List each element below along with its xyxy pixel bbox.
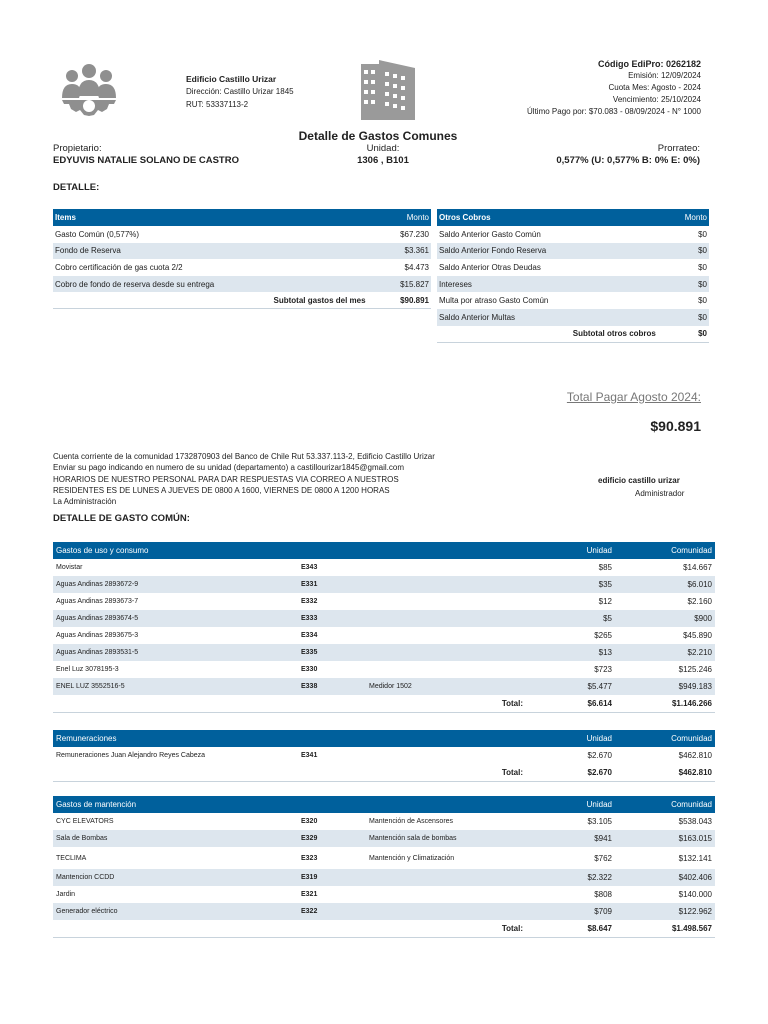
unit-value: 1306 , B101 [357,155,409,166]
building-address: Dirección: Castillo Urizar 1845 [186,87,294,96]
items-subtotal-value: $90.891 [368,292,431,309]
table-row [53,678,715,695]
table-row [53,661,715,678]
otros-subtotal-value: $0 [658,326,709,343]
expense-name: TECLIMA [56,854,87,862]
items-item-label: Gasto Común (0,577%) [55,229,140,239]
otros-item-label: Saldo Anterior Fondo Reserva [437,243,658,260]
admin-role: Administrador [635,489,685,498]
expense-code: E333 [298,610,366,627]
total-label: Total: [366,764,526,781]
total-row [53,764,715,781]
table-row [437,276,709,293]
items-table [53,209,431,309]
unidad-amount: $35 [526,576,615,593]
total-spacer [53,764,366,781]
ultimo-pago: Último Pago por: $70.083 - 08/09/2024 - N° 1000 [527,107,701,116]
otros-item-amount: $0 [658,309,709,326]
comunidad-amount: $122.962 [615,903,715,920]
expense-description [366,886,526,903]
subtotal-row [437,326,709,343]
comunidad-header: Comunidad [615,796,715,813]
table-row [53,869,715,886]
comunidad-amount: $402.406 [615,869,715,886]
total-label: Total: [366,920,526,937]
info-line: Enviar su pago indicando en numero de su unidad (departamento) a castillourizar1845@gmail.com [53,463,404,473]
building-icon [355,58,420,123]
total-pagar-label: Total Pagar Agosto 2024: [566,390,701,404]
owner-label: Propietario: [53,143,102,154]
otros-subtotal-label: Subtotal otros cobros [437,326,658,343]
table-row [53,886,715,903]
items-item-label: Cobro certificación de gas cuota 2/2 [55,262,183,272]
comunidad-amount: $140.000 [678,890,712,899]
total-comunidad: $1.146.266 [615,695,715,712]
table-row [53,747,715,764]
expense-name: Jardin [56,891,76,898]
comunidad-header: Comunidad [615,730,715,747]
unit-label: Unidad: [366,143,400,154]
table-row [437,309,709,326]
expense-code: E332 [301,598,318,605]
expense-code: E321 [301,891,318,898]
expense-section-table [53,542,715,713]
expense-code: E335 [298,644,366,661]
comunidad-amount: $2.160 [687,597,712,606]
comunidad-amount: $2.210 [615,644,715,661]
comunidad-amount: $538.043 [678,817,712,826]
table-row [53,276,431,293]
items-item-label: Cobro de fondo de reserva desde su entrega [53,276,368,293]
comunidad-amount: $163.015 [615,830,715,847]
table-row [53,644,715,661]
expense-description [366,661,526,678]
monto-header: Monto [368,209,431,226]
expense-name: Aguas Andinas 2893675-3 [56,632,139,639]
expense-name: Generador eléctrico [53,903,298,920]
otros-item-label: Saldo Anterior Otras Deudas [439,262,541,272]
owner-name: EDYUVIS NATALIE SOLANO DE CASTRO [53,155,239,166]
comunidad-amount: $900 [615,610,715,627]
table-row [53,813,715,830]
items-item-label: Fondo de Reserva [53,243,368,260]
otros-item-amount: $0 [658,243,709,260]
otros-cobros-header: Otros Cobros [437,209,658,226]
expense-name: Remuneraciones Juan Alejandro Reyes Cabeza [56,752,206,759]
expense-code: E341 [301,752,318,759]
table-row [437,243,709,260]
total-spacer [53,695,366,712]
building-rut: RUT: 53337113-2 [186,100,249,109]
table-row [53,576,715,593]
info-line: HORARIOS DE NUESTRO PERSONAL PARA DAR RESPUESTAS VIA CORREO A NUESTROS [53,474,399,484]
expense-name: Aguas Andinas 2893672-9 [53,576,298,593]
comunidad-amount: $45.890 [683,631,712,640]
prorrateo-value: 0,577% (U: 0,577% B: 0% E: 0%) [556,155,700,166]
table-row [53,243,431,260]
unidad-header: Unidad [526,730,615,747]
otros-item-amount: $0 [698,296,707,306]
table-row [53,830,715,847]
expense-code: E331 [298,576,366,593]
unidad-amount: $2.670 [587,751,612,760]
otros-cobros-table [437,209,709,343]
items-header: Items [53,209,368,226]
unidad-amount: $85 [598,563,612,572]
unidad-amount: $2.322 [526,869,615,886]
table-row [437,226,709,243]
expense-code: E320 [301,818,318,825]
total-row [53,920,715,937]
expense-code: E323 [301,854,318,862]
comunidad-amount: $949.183 [615,678,715,695]
total-unidad: $6.614 [526,695,615,712]
otros-item-amount: $0 [698,262,707,272]
expense-description [366,593,526,610]
expense-description [366,559,526,576]
comunidad-header: Comunidad [615,542,715,559]
total-pagar-value: $90.891 [650,418,701,434]
section-title: Gastos de uso y consumo [53,542,526,559]
otros-item-label: Intereses [437,276,658,293]
expense-name: Mantencion CCDD [53,869,298,886]
document-title: Detalle de Gastos Comunes [298,129,458,143]
expense-section-table [53,730,715,782]
table-row [53,559,715,576]
expense-description [366,644,526,661]
total-unidad: $2.670 [526,764,615,781]
table-row [53,610,715,627]
items-subtotal-label: Subtotal gastos del mes [53,292,368,309]
comunidad-amount: $14.667 [683,563,712,572]
expense-code: E322 [298,903,366,920]
unidad-header: Unidad [526,542,615,559]
expense-description [366,747,526,764]
expense-code: E319 [298,869,366,886]
edipro-code: Código EdiPro: 0262182 [597,59,701,69]
expense-name: Aguas Andinas 2893531-5 [53,644,298,661]
expense-description [366,627,526,644]
monto-header: Monto [658,209,709,226]
expense-description [366,903,526,920]
expense-name: Movistar [56,564,83,571]
section-title: Gastos de mantención [53,796,526,813]
expense-name: Aguas Andinas 2893673-7 [56,598,139,605]
detalle-gasto-heading: DETALLE DE GASTO COMÚN: [53,513,190,524]
items-item-amount: $3.361 [368,243,431,260]
expense-description: Mantención de Ascensores [369,818,454,825]
table-row [53,593,715,610]
total-row [53,695,715,712]
subtotal-row [53,292,431,309]
otros-item-label: Saldo Anterior Gasto Común [439,229,541,239]
expense-code: E330 [301,666,318,673]
unidad-amount: $723 [594,665,612,674]
unidad-amount: $941 [526,830,615,847]
expense-description [366,610,526,627]
unidad-amount: $808 [594,890,612,899]
expense-description: Mantención sala de bombas [366,830,526,847]
items-item-amount: $4.473 [404,262,429,272]
people-gear-logo-icon [58,62,120,122]
total-comunidad: $462.810 [615,764,715,781]
expense-code: E343 [301,564,318,571]
unidad-amount: $5 [526,610,615,627]
admin-name: edificio castillo urizar [598,476,680,485]
expense-code: E334 [301,632,318,639]
total-unidad: $8.647 [526,920,615,937]
otros-item-label: Multa por atraso Gasto Común [439,296,549,306]
unidad-amount: $265 [594,631,612,640]
otros-item-amount: $0 [658,276,709,293]
emision-date: Emisión: 12/09/2024 [628,71,701,80]
total-spacer [53,920,366,937]
comunidad-amount: $132.141 [678,853,712,863]
total-label: Total: [366,695,526,712]
expense-description: Medidor 1502 [366,678,526,695]
comunidad-amount: $6.010 [615,576,715,593]
otros-item-label: Saldo Anterior Multas [437,309,658,326]
expense-name: CYC ELEVATORS [56,818,114,825]
edipro-info [527,58,701,118]
section-title: Remuneraciones [53,730,526,747]
vencimiento-date: Vencimiento: 25/10/2024 [612,95,701,104]
table-row [437,292,709,309]
table-row [53,903,715,920]
table-row [437,259,709,276]
expense-section-table [53,796,715,938]
unidad-amount: $5.477 [526,678,615,695]
payment-info [53,451,435,507]
expense-code: E329 [298,830,366,847]
expense-name: ENEL LUZ 3552516-5 [53,678,298,695]
expense-description [366,576,526,593]
prorrateo-label: Prorrateo: [657,143,700,154]
expense-name: Sala de Bombas [53,830,298,847]
expense-description [366,869,526,886]
unidad-amount: $12 [598,597,612,606]
building-name: Edificio Castillo Urizar [186,74,277,84]
unidad-amount: $709 [526,903,615,920]
table-row [53,847,715,869]
info-line: La Administración [53,497,117,507]
otros-item-amount: $0 [698,229,707,239]
total-comunidad: $1.498.567 [615,920,715,937]
table-row [53,627,715,644]
comunidad-amount: $462.810 [678,751,712,760]
detalle-heading: DETALLE: [53,182,100,193]
info-line: Cuenta corriente de la comunidad 1732870903 del Banco de Chile Rut 53.337.113-2, Edificio Castillo Urizar [53,452,435,461]
unidad-amount: $13 [526,644,615,661]
comunidad-amount: $125.246 [678,665,712,674]
items-item-amount: $15.827 [368,276,431,293]
table-row [53,259,431,276]
expense-code: E338 [298,678,366,695]
expense-description: Mantención y Climatización [369,854,455,862]
cuota-mes: Cuota Mes: Agosto - 2024 [608,83,701,92]
items-item-amount: $67.230 [400,229,429,239]
info-line: RESIDENTES ES DE LUNES A JUEVES DE 0800 A 1600, VIERNES DE 0800 A 1200 HORAS [53,485,390,495]
table-row [53,226,431,243]
unidad-amount: $3.105 [587,817,612,826]
expense-name: Enel Luz 3078195-3 [56,666,119,673]
unidad-amount: $762 [594,853,612,863]
unidad-header: Unidad [526,796,615,813]
expense-name: Aguas Andinas 2893674-5 [53,610,298,627]
